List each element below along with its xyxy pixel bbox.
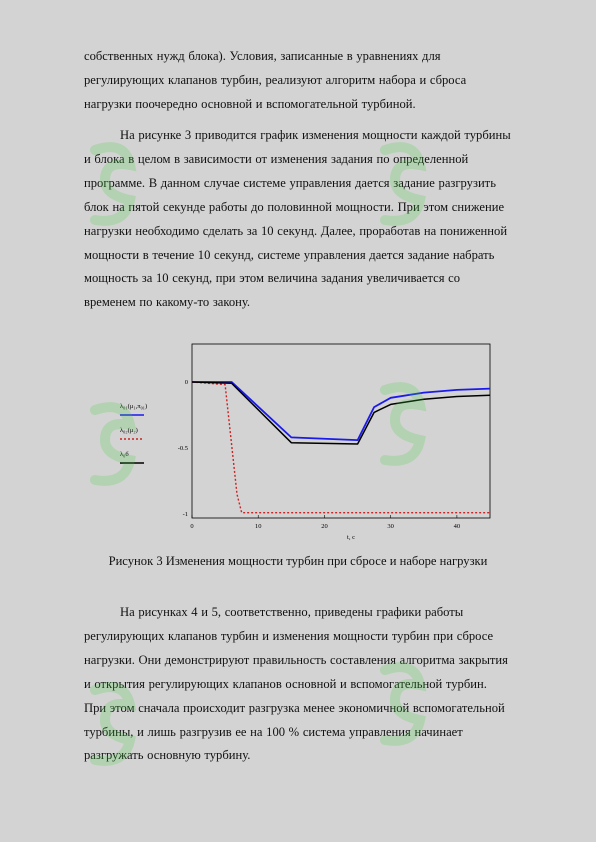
text-line: собственных нужд блока). Условия, записанные в уравнениях для	[84, 49, 441, 63]
text-line: При этом сначала происходит разгрузка менее экономичной вспомогательной	[84, 700, 505, 715]
text-line: нагрузки. Они демонстрируют правильность составления алгоритма закрытия	[84, 652, 508, 667]
x-tick-label: 10	[254, 523, 262, 530]
text-line: разгружать основную турбину.	[84, 748, 251, 763]
text-line: На рисунках 4 и 5, соответственно, приведены графики работы	[120, 605, 464, 619]
chart-series	[192, 382, 490, 513]
text-line: блок на пятой секунде работы до половинной мощности. При этом снижение	[84, 199, 505, 214]
x-tick-label: 30	[387, 523, 394, 530]
text-line: программе. В данном случае системе управления дается задание разгрузить	[84, 175, 496, 190]
text-line: На рисунке 3 приводится график изменения мощности каждой турбины	[120, 128, 511, 142]
text-line: и блока в целом в зависимости от изменения задания по определенной	[84, 151, 469, 166]
text-line: мощность за 10 секунд, при этом величина задания увеличивается со	[84, 271, 461, 286]
text-line: регулирующих клапанов турбин, реализуют алгоритм набора и сброса	[84, 72, 467, 87]
text-line: мощности в течение 10 секунд, системе управления дается задание набрать	[84, 247, 495, 262]
x-tick-label: 40	[453, 523, 461, 530]
legend-label: λ₀б	[120, 451, 129, 458]
paragraph-2	[84, 124, 526, 315]
legend-label: λ₀₁(μ₁,π₀₁)	[120, 403, 148, 410]
text-line: турбины, и лишь разгрузив ее на 100 % система управления начинает	[84, 724, 463, 739]
chart-legend	[120, 403, 147, 463]
series-line	[192, 382, 490, 513]
chart-ticks	[178, 379, 460, 541]
figure-caption: Рисунок 3 Изменения мощности турбин при сбросе и наборе нагрузки	[108, 554, 488, 568]
y-tick-label: -1	[182, 511, 188, 518]
power-chart	[118, 342, 494, 542]
x-tick-label: 0	[190, 523, 194, 530]
y-tick-label: 0	[184, 379, 188, 386]
x-tick-label: 20	[321, 523, 328, 530]
paragraph-1	[84, 45, 526, 117]
legend-label: λ₀₂(μ₂)	[120, 427, 138, 434]
y-tick-label: -0.5	[177, 445, 188, 452]
paragraph-3	[84, 601, 526, 768]
text-line: нагрузки необходимо сделать за 10 секунд. Далее, проработав на пониженной	[84, 223, 508, 238]
text-line: временем по какому-то закону.	[84, 295, 251, 310]
x-axis-label: t, с	[347, 534, 355, 541]
text-line: и открытия регулирующих клапанов основной и вспомогательной турбин.	[84, 676, 487, 691]
series-line	[192, 382, 490, 440]
text-line: нагрузки поочередно основной и вспомогательной турбиной.	[84, 96, 416, 111]
text-line: регулирующих клапанов турбин и изменения мощности турбин при сбросе	[84, 628, 494, 643]
